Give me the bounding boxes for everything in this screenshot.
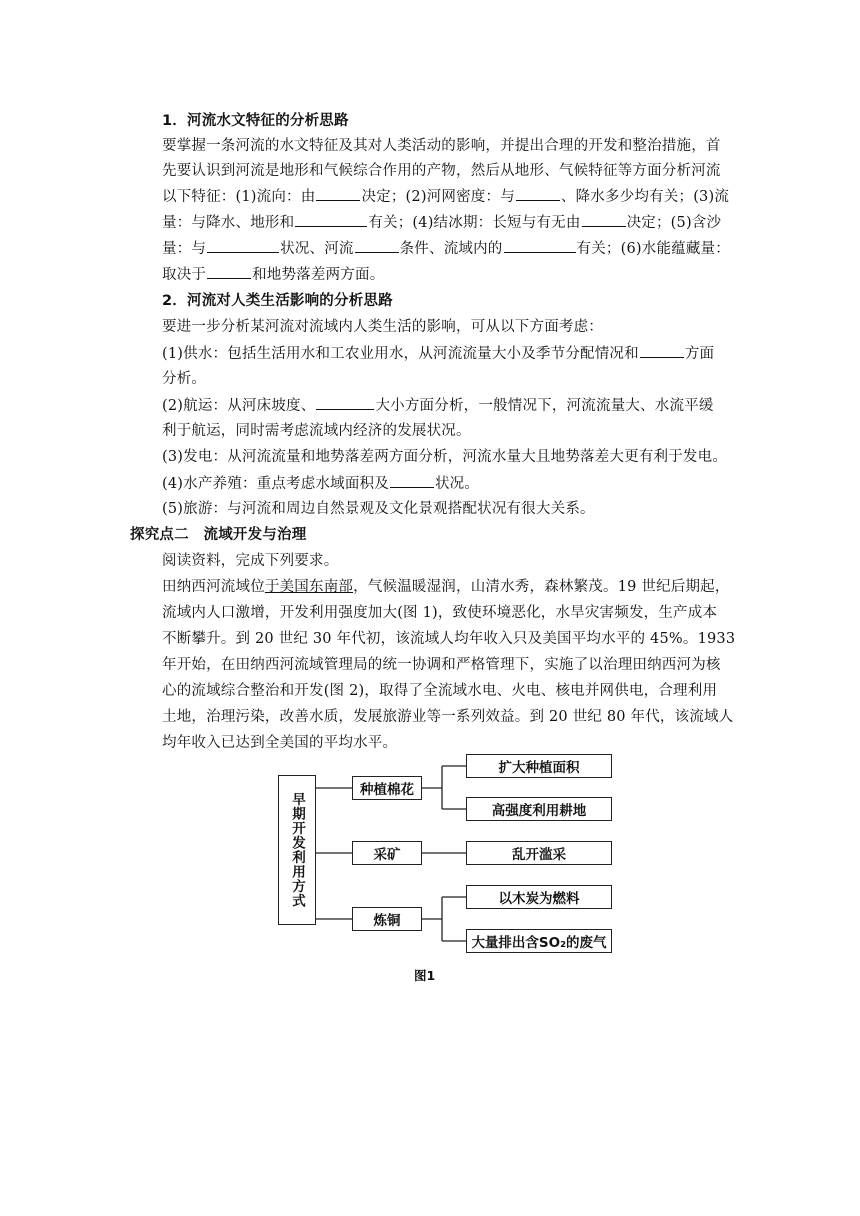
section2-heading: 2．河流对人类生活影响的分析思路 xyxy=(162,293,393,309)
text-span: 大小方面分析，一般情况下，河流流量大、水流平缓 xyxy=(375,398,714,414)
diagram-leaf: 大量排出含SO₂的废气 xyxy=(466,929,612,953)
section3-line: 年开始，在田纳西河流域管理局的统一协调和严格管理下，实施了以治理田纳西河为核 xyxy=(162,657,721,673)
text-span: (1)供水：包括生活用水和工农业用水，从河流流量大小及季节分配情况和 xyxy=(162,346,639,362)
text-span: 取决于 xyxy=(162,267,207,283)
text-span: 有关；(6)水能蕴藏量： xyxy=(576,241,730,257)
section1-line: 要掌握一条河流的水文特征及其对人类活动的影响，并提出合理的开发和整治措施，首 xyxy=(162,138,721,154)
text-span: (2)航运：从河床坡度、 xyxy=(162,398,316,414)
figure-caption: 图1 xyxy=(414,968,436,983)
diagram-leaf: 以木炭为燃料 xyxy=(466,885,612,909)
section2-line: 分析。 xyxy=(162,371,207,387)
text-span: 条件、流域内的 xyxy=(399,241,503,257)
section2-line: (3)发电：从河流流量和地势落差两方面分析，河流水量大且地势落差大更有利于发电。 xyxy=(162,449,728,465)
section3-line: 流域内人口激增，开发利用强度加大(图 1)，致使环境恶化，水旱灾害频发，生产成本 xyxy=(162,605,718,621)
diagram-leaf: 高强度利用耕地 xyxy=(466,797,612,821)
text-span: 、降水多少均有关；(3)流 xyxy=(560,189,730,205)
section3-heading: 探究点二 流域开发与治理 xyxy=(130,527,307,543)
text-span: 状况、河流 xyxy=(280,241,354,257)
text-span: 量：与 xyxy=(162,241,207,257)
section2-line: 利于航运，同时需考虑流域内经济的发展状况。 xyxy=(162,423,471,439)
text-span: 田纳西河流域位 xyxy=(162,579,265,595)
diagram-branch-cotton: 种植棉花 xyxy=(352,776,422,800)
section3-line: 土地，治理污染，改善水质，发展旅游业等一系列效益。到 20 世纪 80 年代，该流域人 xyxy=(162,709,734,725)
section3-line: 不断攀升。到 20 世纪 30 年代初，该流域人均年收入只及美国平均水平的 45%。1933 xyxy=(162,631,736,647)
section1-line: 先要认识到河流是地形和气候综合作用的产物，然后从地形、气候特征等方面分析河流 xyxy=(162,163,721,179)
section3-line: 均年收入已达到全美国的平均水平。 xyxy=(162,735,398,751)
diagram-leaf: 乱开滥采 xyxy=(466,841,612,865)
underlined-text: 于美国东南部 xyxy=(264,579,354,595)
text-span: 以下特征：(1)流向：由 xyxy=(162,189,316,205)
section3-line: 心的流域综合整治和开发(图 2)，取得了全流域水电、火电、核电并网供电，合理利用 xyxy=(162,683,718,699)
text-span: 状况。 xyxy=(434,476,480,492)
diagram-root-box: 早期开发利用方式 xyxy=(278,775,316,925)
text-span: 决定；(5)含沙 xyxy=(626,215,722,231)
text-span: 决定；(2)河网密度：与 xyxy=(361,189,515,205)
text-span: ，气候温暖湿润，山清水秀，森林繁茂。19 世纪后期起， xyxy=(353,579,730,595)
text-span: 和地势落差两方面。 xyxy=(252,267,385,283)
diagram-branch-copper: 炼铜 xyxy=(352,907,422,931)
text-span: 有关；(4)结冰期：长短与有无由 xyxy=(368,215,581,231)
section2-line: (5)旅游：与河流和周边自然景观及文化景观搭配状况有很大关系。 xyxy=(162,501,595,517)
diagram-leaf: 扩大种植面积 xyxy=(466,754,612,778)
section1-heading: 1．河流水文特征的分析思路 xyxy=(162,113,349,129)
diagram-branch-mining: 采矿 xyxy=(352,841,422,865)
section2-line: 要进一步分析某河流对流域内人类生活的影响，可从以下方面考虑： xyxy=(162,319,603,335)
text-span: 方面 xyxy=(684,346,715,362)
text-span: (4)水产养殖：重点考虑水域面积及 xyxy=(162,476,389,492)
section3-intro: 阅读资料，完成下列要求。 xyxy=(162,553,339,569)
text-span: 量：与降水、地形和 xyxy=(162,215,295,231)
